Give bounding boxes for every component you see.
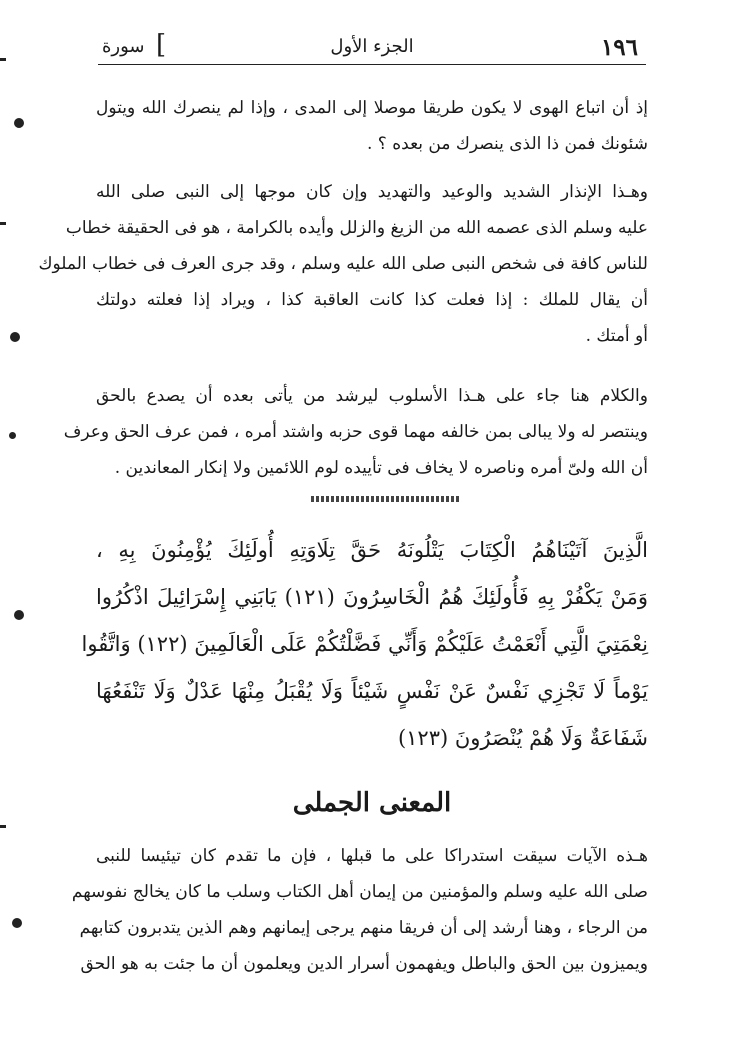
scan-speck	[14, 118, 24, 128]
verse-line: وَمَنْ يَكْفُرْ بِهِ فَأُولَئِكَ هُمُ الْخَاسِرُونَ (١٢١) يَابَنِي إِسْرَائِيلَ اذْكُرُوا	[96, 585, 648, 609]
text-line: وهـذا الإنذار الشديد والوعيد والتهديد وإن كان موجها إلى النبى صلى الله	[96, 182, 648, 202]
scan-edge-mark	[0, 222, 6, 225]
text-line: أو أمتك .	[585, 326, 648, 346]
section-separator	[311, 496, 461, 502]
page-header	[98, 30, 646, 65]
verse-line: نِعْمَتِيَ الَّتِي أَنْعَمْتُ عَلَيْكُمْ وَأَنِّي فَضَّلْتُكُمْ عَلَى الْعَالَمِينَ (١٢٢) وَاتَّقُوا	[81, 632, 648, 656]
paragraph-4	[71, 838, 648, 982]
bracket-mark: [	[156, 30, 167, 60]
scan-speck	[10, 332, 20, 342]
text-line: صلى الله عليه وسلم والمؤمنين من إيمان أهل الكتاب وسلب ما كان يخالج نفوسهم	[71, 882, 648, 902]
text-line: ويميزون بين الحق والباطل ويفهمون أسرار الدين ويعلمون أن ما جئت به هو الحق	[80, 954, 648, 974]
text-line: عليه وسلم الذى عصمه الله من الزيغ والزلل وأيده بالكرامة ، هو فى الحقيقة خطاب	[65, 218, 648, 238]
text-line: للناس كافة فى شخص النبى صلى الله عليه وسلم ، وقد جرى العرف فى خطاب الملوك	[38, 254, 648, 274]
paragraph-2	[38, 174, 648, 354]
running-title: الجزء الأول	[330, 36, 414, 57]
scan-speck	[14, 610, 24, 620]
surah-label: سورة	[102, 36, 145, 57]
scan-edge-mark	[0, 58, 6, 61]
text-line: إذ أن اتباع الهوى لا يكون طريقا موصلا إلى المدى ، وإذا لم ينصرك الله ويتول	[96, 98, 648, 118]
text-line: من الرجاء ، وهنا أرشد إلى أن فريقا منهم يرجى إيمانهم وهم الذين يتدبرون كتابهم	[79, 918, 648, 938]
verse-line: يَوْماً لَا تَجْزِي نَفْسٌ عَنْ نَفْسٍ شَيْئاً وَلَا يُقْبَلُ مِنْهَا عَدْلٌ وَلَا تَنْفَعُهَا	[96, 679, 648, 703]
text-line: أن يقال للملك : إذا فعلت كذا كانت العاقبة كذا ، ويراد إذا فعلته دولتك	[96, 290, 648, 310]
verse-line: الَّذِينَ آتَيْنَاهُمُ الْكِتَابَ يَتْلُونَهُ حَقَّ تِلَاوَتِهِ أُولَئِكَ يُؤْمِنُونَ بِهِ ،	[96, 538, 648, 562]
text-line: هـذه الآيات سيقت استدراكا على ما قبلها ، فإن ما تقدم كان تيئيسا للنبى	[96, 846, 648, 866]
paragraph-3	[63, 378, 648, 486]
section-heading: المعنى الجملى	[292, 788, 452, 818]
quran-verses	[81, 527, 648, 762]
text-line: أن الله ولىّ أمره وناصره لا يخاف فى تأييده لوم اللائمين ولا إنكار المعاندين .	[114, 458, 648, 478]
text-line: شئونك فمن ذا الذى ينصرك من بعده ؟ .	[367, 134, 648, 154]
verse-line: شَفَاعَةٌ وَلَا هُمْ يُنْصَرُونَ (١٢٣)	[397, 726, 648, 750]
text-line: وينتصر له ولا يبالى بمن خالفه مهما قوى حزبه واشتد أمره ، فمن عرف الحق وعرف	[63, 422, 648, 442]
page-number: ١٩٦	[600, 34, 638, 61]
scan-speck	[12, 918, 22, 928]
paragraph-1	[96, 90, 648, 162]
scan-speck	[9, 432, 16, 439]
text-line: والكلام هنا جاء على هـذا الأسلوب ليرشد من يأتى بعده أن يصدع بالحق	[96, 386, 648, 406]
scan-edge-mark	[0, 825, 6, 828]
